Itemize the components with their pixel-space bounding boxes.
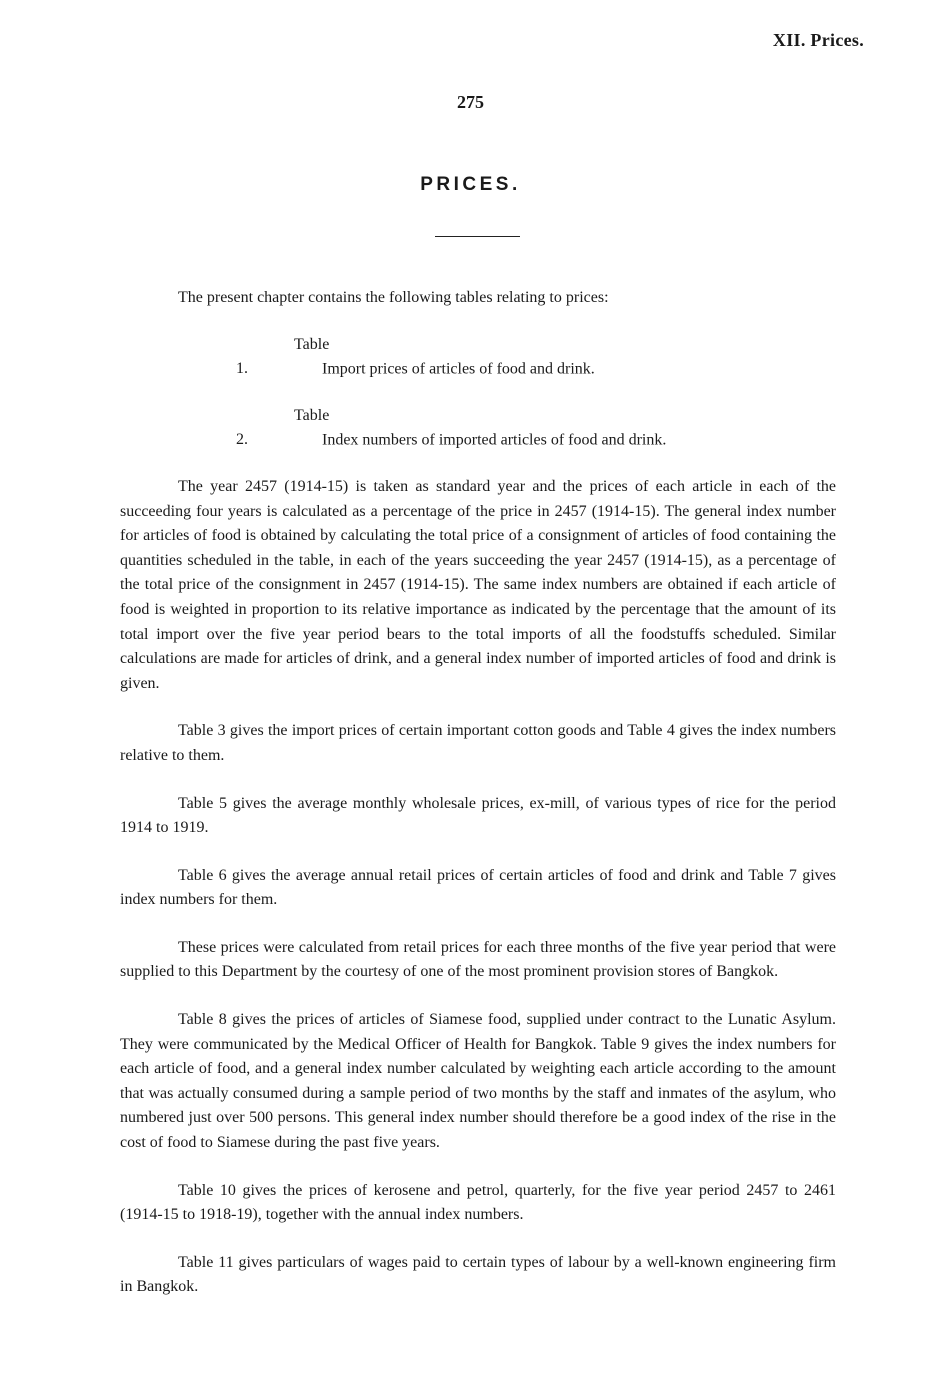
paragraph-siamese-food: Table 8 gives the prices of articles of Siamese food, supplied under contract to the Lunatic Asylum. They were communicated by the Medical Officer of Health for Bangkok. Table 9 gives the index numbers for each article of food, and a general index number calculated by weighting each article according to the amount that was actually consumed during a sample period of two months by the staff and inmates of the asylum, who numbered just over 500 persons. This general index number should therefore be a good index of the rise in the cost of food to Siamese during the past five years. [120, 1011, 836, 1152]
page-number: 275 [457, 92, 484, 112]
paragraph-kerosene-petrol: Table 10 gives the prices of kerosene and petrol, quarterly, for the five year period 2457 to 2461 (1914-15 to 1918-19), together with the annual index numbers. [120, 1181, 836, 1224]
paragraph-wages: Table 11 gives particulars of wages paid to certain types of labour by a well-known engineering firm in Bangkok. [120, 1253, 836, 1296]
table-description: Import prices of articles of food and drink. [322, 360, 595, 378]
intro-paragraph: The present chapter contains the following tables relating to prices: [178, 289, 609, 306]
body-text [120, 286, 836, 1300]
chapter-title: PRICES. [420, 174, 521, 195]
table-label: Table 1. [236, 335, 330, 378]
running-head: XII. Prices. [772, 30, 864, 50]
title-rule [435, 236, 520, 237]
paragraph-index-method: The year 2457 (1914-15) is taken as standard year and the prices of each article in each of the succeeding four years is calculated as a percentage of the price in 2457 (1914-15). The general index number for articles of food is obtained by calculating the total price of a consignment of articles of food containing the quantities scheduled in the table, in each of the years succeeding the year 2457 (1914-15), as a percentage of the total price of the consignment in 2457 (1914-15). The same index numbers are obtained if each article of food is weighted in proportion to its relative importance as indicated by the percentage that the amount of its total import over the five year period bears to the total imports of all the foodstuffs scheduled. Similar calculations are made for articles of drink, and a general index number of imported articles of food and drink is given. [120, 477, 836, 692]
table-description: Index numbers of imported articles of food and drink. [322, 431, 667, 449]
table-label: Table 2. [236, 406, 330, 449]
paragraph-retail-prices: Table 6 gives the average annual retail prices of certain articles of food and drink and Table 7 gives index numbers for them. [120, 866, 836, 909]
table-list-item [120, 333, 836, 382]
paragraph-rice-prices: Table 5 gives the average monthly wholesale prices, ex-mill, of various types of rice for the period 1914 to 1919. [120, 794, 836, 837]
paragraph-retail-source: These prices were calculated from retail prices for each three months of the five year period that were supplied to this Department by the courtesy of one of the most prominent provision stores of Bangkok. [120, 938, 836, 981]
paragraph-cotton-goods: Table 3 gives the import prices of certain important cotton goods and Table 4 gives the index numbers relative to them. [120, 722, 836, 764]
table-list-item [120, 404, 836, 453]
